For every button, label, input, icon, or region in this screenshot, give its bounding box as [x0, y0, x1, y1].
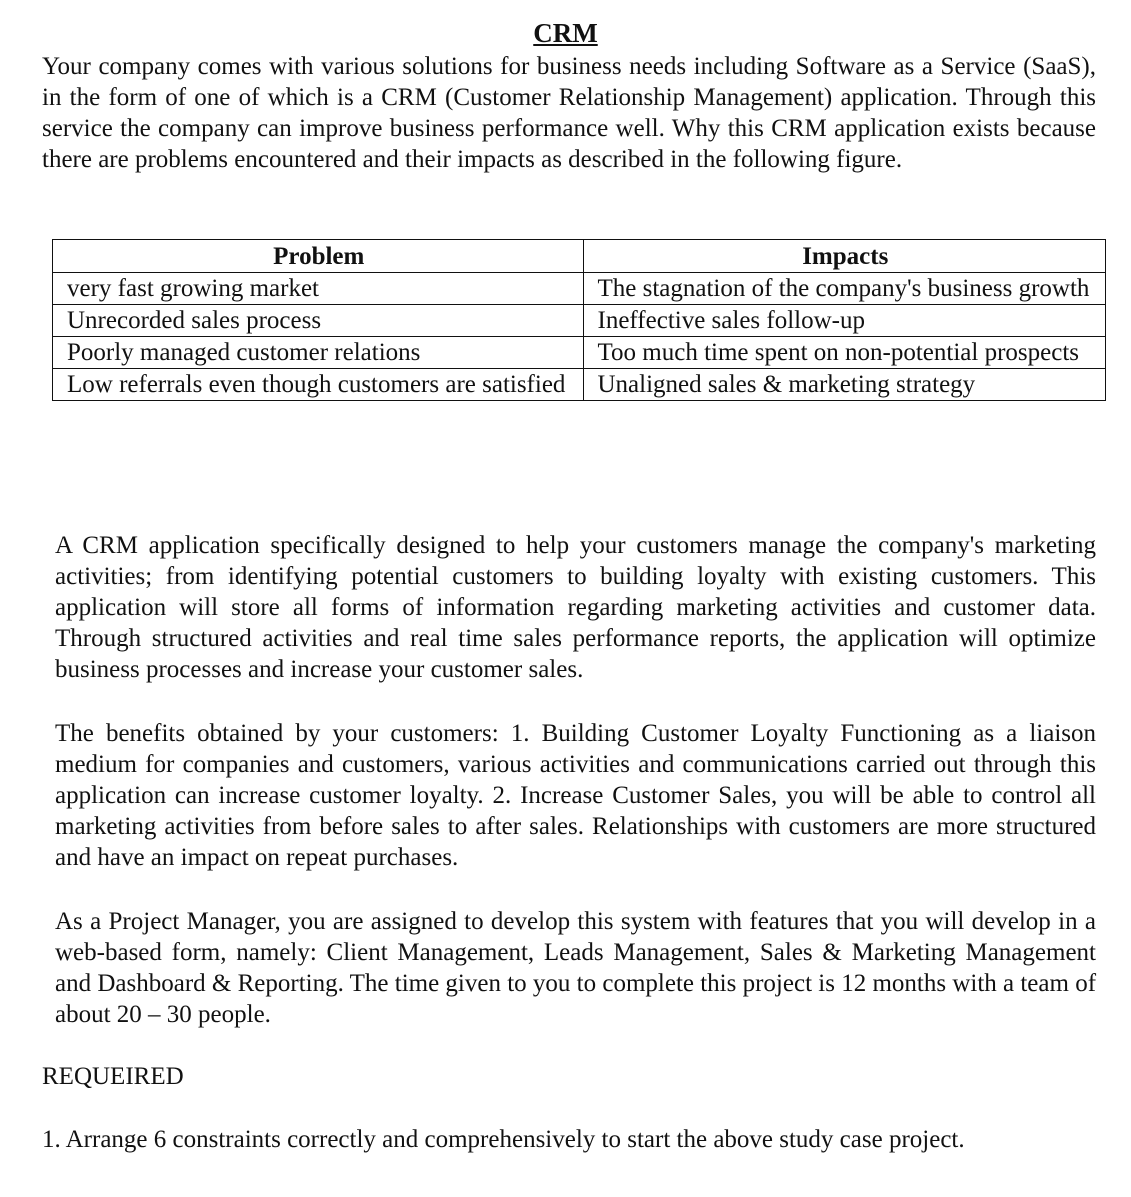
- question-item: 1. Arrange 6 constraints correctly and comprehensively to start the above study case project.: [42, 1126, 965, 1153]
- problem-column-header: Problem: [53, 240, 584, 273]
- impact-cell: The stagnation of the company's business growth: [583, 273, 1106, 305]
- document-title: CRM: [533, 18, 598, 48]
- impacts-column-header: Impacts: [583, 240, 1106, 273]
- table-row: [53, 369, 1106, 401]
- table-header-row: [53, 240, 1106, 273]
- table-row: [53, 273, 1106, 305]
- impact-cell: Too much time spent on non-potential prospects: [583, 337, 1106, 369]
- impact-cell: Unaligned sales & marketing strategy: [583, 369, 1106, 401]
- crm-description-paragraph: A CRM application specifically designed to help your customers manage the company's marketing activities; from identifying potential customers to building loyalty with existing customers. This application will store all forms of information regarding marketing activities and customer data. Through structured activities and real time sales performance reports, the application will optimize business processes and increase your customer sales.: [55, 532, 1096, 683]
- problem-cell: Low referrals even though customers are satisfied: [53, 369, 584, 401]
- impact-cell: Ineffective sales follow-up: [583, 305, 1106, 337]
- problem-cell: Poorly managed customer relations: [53, 337, 584, 369]
- benefits-paragraph: The benefits obtained by your customers: 1. Building Customer Loyalty Functioning as a liaison medium for companies and customers, various activities and communications carried out through this application can increase customer loyalty. 2. Increase Customer Sales, you will be able to control all marketing activities from before sales to after sales. Relationships with customers are more structured and have an impact on repeat purchases.: [55, 720, 1096, 871]
- problem-impact-table: [52, 239, 1106, 401]
- intro-paragraph: Your company comes with various solutions for business needs including Software as a Service (SaaS), in the form of one of which is a CRM (Customer Relationship Management) application. Through this service the company can improve business performance well. Why this CRM application exists because there are problems encountered and their impacts as described in the following figure.: [42, 53, 1096, 173]
- table-row: [53, 337, 1106, 369]
- table-row: [53, 305, 1106, 337]
- problem-cell: very fast growing market: [53, 273, 584, 305]
- required-heading: REQUEIRED: [42, 1063, 184, 1090]
- project-manager-paragraph: As a Project Manager, you are assigned to develop this system with features that you will develop in a web-based form, namely: Client Management, Leads Management, Sales & Marketing Management and Dashboard & Reporting. The time given to you to complete this project is 12 months with a team of about 20 – 30 people.: [55, 908, 1097, 1028]
- problem-cell: Unrecorded sales process: [53, 305, 584, 337]
